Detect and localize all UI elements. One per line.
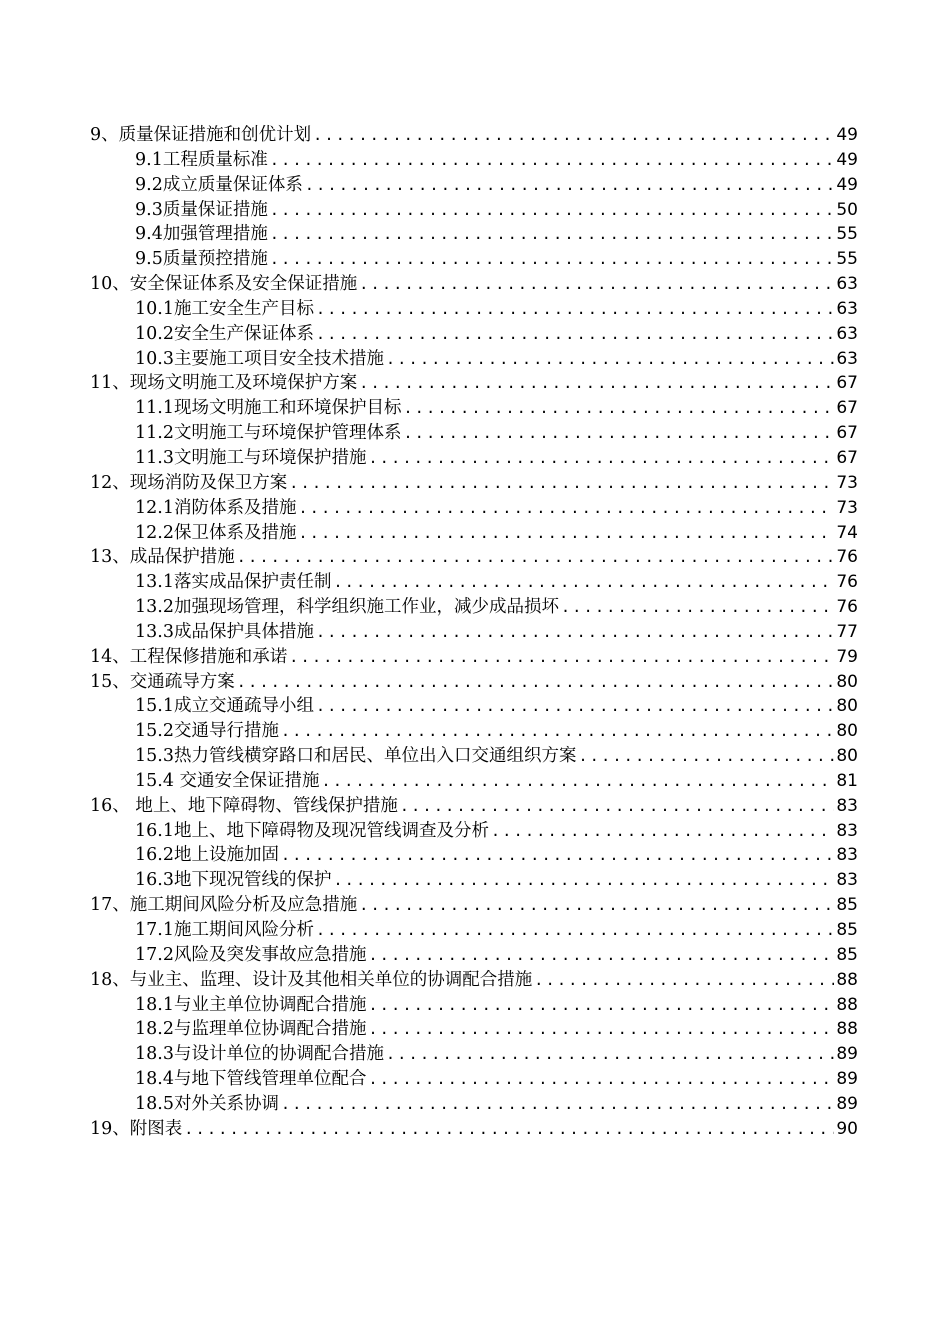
- toc-entry[interactable]: [90, 645, 858, 670]
- toc-entry-label: 12.1消防体系及措施: [135, 497, 297, 518]
- toc-entry-label: 11.2文明施工与环境保护管理体系: [135, 423, 402, 444]
- toc-entry-label: 14、工程保修措施和承诺: [90, 646, 288, 667]
- toc-page-number: 76: [836, 597, 858, 618]
- toc-leader-dots: [237, 670, 835, 695]
- toc-entry[interactable]: [90, 173, 858, 198]
- toc-page-number: 83: [836, 845, 858, 866]
- toc-page-number: 73: [836, 497, 858, 518]
- toc-page-number: 49: [836, 174, 858, 195]
- toc-leader-dots: [359, 272, 834, 297]
- toc-entry[interactable]: [90, 570, 858, 595]
- toc-entry-label: 17、施工期间风险分析及应急措施: [90, 895, 358, 916]
- toc-entry[interactable]: [90, 148, 858, 173]
- toc-entry-label: 9.1工程质量标准: [135, 149, 268, 170]
- toc-entry-label: 13.1落实成品保护责任制: [135, 572, 332, 593]
- toc-page-number: 85: [836, 895, 858, 916]
- toc-entry[interactable]: [90, 968, 858, 993]
- toc-page-number: 83: [836, 870, 858, 891]
- toc-entry[interactable]: [90, 1067, 858, 1092]
- toc-leader-dots: [281, 719, 834, 744]
- toc-page-number: 55: [836, 249, 858, 270]
- toc-leader-dots: [281, 1092, 834, 1117]
- toc-entry[interactable]: [90, 819, 858, 844]
- toc-entry[interactable]: [90, 396, 858, 421]
- toc-leader-dots: [333, 570, 834, 595]
- toc-entry[interactable]: [90, 993, 858, 1018]
- toc-leader-dots: [368, 943, 834, 968]
- toc-entry[interactable]: [90, 893, 858, 918]
- toc-leader-dots: [237, 545, 835, 570]
- toc-leader-dots: [359, 371, 834, 396]
- toc-page-number: 90: [836, 1118, 858, 1139]
- toc-entry[interactable]: [90, 471, 858, 496]
- toc-entry[interactable]: [90, 1042, 858, 1067]
- toc-leader-dots: [386, 347, 834, 372]
- toc-entry-label: 15.3热力管线横穿路口和居民、单位出入口交通组织方案: [135, 746, 577, 767]
- toc-leader-dots: [184, 1117, 834, 1142]
- toc-page-number: 49: [836, 149, 858, 170]
- toc-entry-label: 17.2风险及突发事故应急措施: [135, 944, 367, 965]
- toc-entry-label: 18.2与监理单位协调配合措施: [135, 1019, 367, 1040]
- toc-entry-label: 13.3成品保护具体措施: [135, 621, 314, 642]
- toc-entry-label: 16、 地上、地下障碍物、管线保护措施: [90, 795, 398, 816]
- toc-page-number: 77: [836, 621, 858, 642]
- toc-entry[interactable]: [90, 670, 858, 695]
- toc-leader-dots: [305, 173, 835, 198]
- toc-entry[interactable]: [90, 371, 858, 396]
- toc-entry[interactable]: [90, 521, 858, 546]
- toc-page-number: 80: [836, 696, 858, 717]
- toc-entry-label: 16.2地上设施加固: [135, 845, 279, 866]
- toc-leader-dots: [316, 694, 834, 719]
- toc-entry-label: 18.5对外关系协调: [135, 1093, 279, 1114]
- toc-page-number: 63: [836, 323, 858, 344]
- toc-entry-label: 18.4与地下管线管理单位配合: [135, 1069, 367, 1090]
- toc-page-number: 81: [836, 770, 858, 791]
- toc-entry[interactable]: [90, 297, 858, 322]
- toc-page-number: 67: [836, 447, 858, 468]
- toc-page-number: 73: [836, 472, 858, 493]
- toc-entry-label: 11.3文明施工与环境保护措施: [135, 447, 367, 468]
- toc-leader-dots: [289, 645, 834, 670]
- toc-page-number: 76: [836, 547, 858, 568]
- toc-entry[interactable]: [90, 545, 858, 570]
- toc-leader-dots: [368, 446, 834, 471]
- toc-entry-label: 12、现场消防及保卫方案: [90, 472, 288, 493]
- toc-entry[interactable]: [90, 719, 858, 744]
- toc-entry-label: 10.2安全生产保证体系: [135, 323, 314, 344]
- toc-leader-dots: [316, 297, 834, 322]
- toc-page-number: 67: [836, 423, 858, 444]
- toc-entry-label: 15.4 交通安全保证措施: [135, 770, 320, 791]
- toc-leader-dots: [491, 819, 834, 844]
- toc-entry[interactable]: [90, 694, 858, 719]
- toc-leader-dots: [316, 620, 834, 645]
- toc-entry-label: 9.5质量预控措施: [135, 249, 268, 270]
- toc-entry[interactable]: [90, 272, 858, 297]
- toc-entry[interactable]: [90, 744, 858, 769]
- toc-entry[interactable]: [90, 1117, 858, 1142]
- toc-entry-label: 15.1成立交通疏导小组: [135, 696, 314, 717]
- toc-entry-label: 10、安全保证体系及安全保证措施: [90, 274, 358, 295]
- toc-entry[interactable]: [90, 1017, 858, 1042]
- toc-entry[interactable]: [90, 1092, 858, 1117]
- toc-entry[interactable]: [90, 446, 858, 471]
- toc-leader-dots: [333, 868, 834, 893]
- toc-page-number: 88: [836, 1019, 858, 1040]
- toc-entry-label: 11.1现场文明施工和环境保护目标: [135, 398, 402, 419]
- toc-leader-dots: [403, 396, 834, 421]
- toc-leader-dots: [386, 1042, 834, 1067]
- toc-page-number: 89: [836, 1069, 858, 1090]
- toc-page-number: 88: [836, 969, 858, 990]
- toc-leader-dots: [270, 222, 835, 247]
- toc-leader-dots: [298, 496, 834, 521]
- toc-leader-dots: [313, 123, 834, 148]
- toc-leader-dots: [270, 198, 835, 223]
- toc-entry-label: 17.1施工期间风险分析: [135, 920, 314, 940]
- toc-entry[interactable]: [90, 595, 858, 620]
- toc-entry-label: 10.3主要施工项目安全技术措施: [135, 348, 384, 369]
- toc-entry-label: 9.4加强管理措施: [135, 224, 268, 245]
- toc-entry[interactable]: [90, 918, 858, 943]
- toc-page-number: 83: [836, 820, 858, 841]
- toc-entry-label: 18.1与业主单位协调配合措施: [135, 994, 367, 1015]
- toc-entry[interactable]: [90, 421, 858, 446]
- toc-entry-label: 12.2保卫体系及措施: [135, 522, 297, 543]
- toc-leader-dots: [561, 595, 834, 620]
- toc-leader-dots: [289, 471, 834, 496]
- toc-page-number: 80: [836, 671, 858, 692]
- toc-leader-dots: [322, 769, 835, 794]
- toc-entry-label: 15.2交通导行措施: [135, 721, 279, 742]
- toc-page-number: 50: [836, 199, 858, 220]
- toc-leader-dots: [270, 148, 835, 173]
- toc-page-number: 49: [836, 125, 858, 145]
- toc-entry[interactable]: [90, 222, 858, 247]
- toc-page-number: 85: [836, 920, 858, 940]
- toc-leader-dots: [368, 1017, 834, 1042]
- toc-page-number: 63: [836, 274, 858, 295]
- toc-page-number: 80: [836, 746, 858, 767]
- toc-entry[interactable]: [90, 794, 858, 819]
- toc-entry-label: 13、成品保护措施: [90, 547, 235, 568]
- toc-entry[interactable]: [90, 496, 858, 521]
- toc-page-number: 89: [836, 1093, 858, 1114]
- toc-entry-label: 10.1施工安全生产目标: [135, 298, 314, 319]
- toc-page-number: 76: [836, 572, 858, 593]
- toc-entry[interactable]: [90, 868, 858, 893]
- toc-page-number: 63: [836, 298, 858, 319]
- toc-leader-dots: [298, 521, 834, 546]
- toc-entry-label: 18、与业主、监理、设计及其他相关单位的协调配合措施: [90, 969, 533, 990]
- toc-entry[interactable]: [90, 620, 858, 645]
- toc-entry-label: 9.3质量保证措施: [135, 199, 268, 220]
- toc-entry-label: 16.3地下现况管线的保护: [135, 870, 332, 891]
- toc-entry-label: 13.2加强现场管理，科学组织施工作业，减少成品损坏: [135, 597, 559, 618]
- toc-page-number: 85: [836, 944, 858, 965]
- toc-page-number: 67: [836, 398, 858, 419]
- toc-leader-dots: [403, 421, 834, 446]
- toc-page-number: 79: [836, 646, 858, 667]
- toc-entry-label: 9.2成立质量保证体系: [135, 174, 303, 195]
- toc-page-number: 80: [836, 721, 858, 742]
- toc-entry-label: 15、交通疏导方案: [90, 671, 235, 692]
- toc-leader-dots: [281, 843, 834, 868]
- toc-entry-label: 16.1地上、地下障碍物及现况管线调查及分析: [135, 820, 489, 841]
- toc-page-number: 67: [836, 373, 858, 394]
- toc-page-number: 55: [836, 224, 858, 245]
- toc-leader-dots: [359, 893, 834, 918]
- toc-page-number: 63: [836, 348, 858, 369]
- toc-entry-label: 11、现场文明施工及环境保护方案: [90, 373, 358, 394]
- toc-leader-dots: [368, 993, 834, 1018]
- toc-leader-dots: [316, 918, 834, 943]
- toc-entry[interactable]: [90, 247, 858, 272]
- toc-leader-dots: [270, 247, 835, 272]
- toc-entry[interactable]: [90, 123, 858, 148]
- toc-leader-dots: [316, 322, 834, 347]
- toc-leader-dots: [534, 968, 834, 993]
- toc-entry[interactable]: [90, 843, 858, 868]
- toc-entry-label: 18.3与设计单位的协调配合措施: [135, 1044, 384, 1065]
- toc-entry-label: 19、附图表: [90, 1118, 183, 1139]
- toc-entry-label: 9、质量保证措施和创优计划: [90, 125, 312, 145]
- toc-leader-dots: [400, 794, 835, 819]
- toc-leader-dots: [368, 1067, 834, 1092]
- toc-page-number: 74: [836, 522, 858, 543]
- table-of-contents: [90, 123, 858, 1142]
- toc-leader-dots: [578, 744, 834, 769]
- toc-page-number: 89: [836, 1044, 858, 1065]
- toc-entry[interactable]: [90, 198, 858, 223]
- toc-page-number: 88: [836, 994, 858, 1015]
- toc-entry[interactable]: [90, 347, 858, 372]
- toc-page-number: 83: [836, 795, 858, 816]
- toc-entry[interactable]: [90, 769, 858, 794]
- toc-entry[interactable]: [90, 943, 858, 968]
- toc-entry[interactable]: [90, 322, 858, 347]
